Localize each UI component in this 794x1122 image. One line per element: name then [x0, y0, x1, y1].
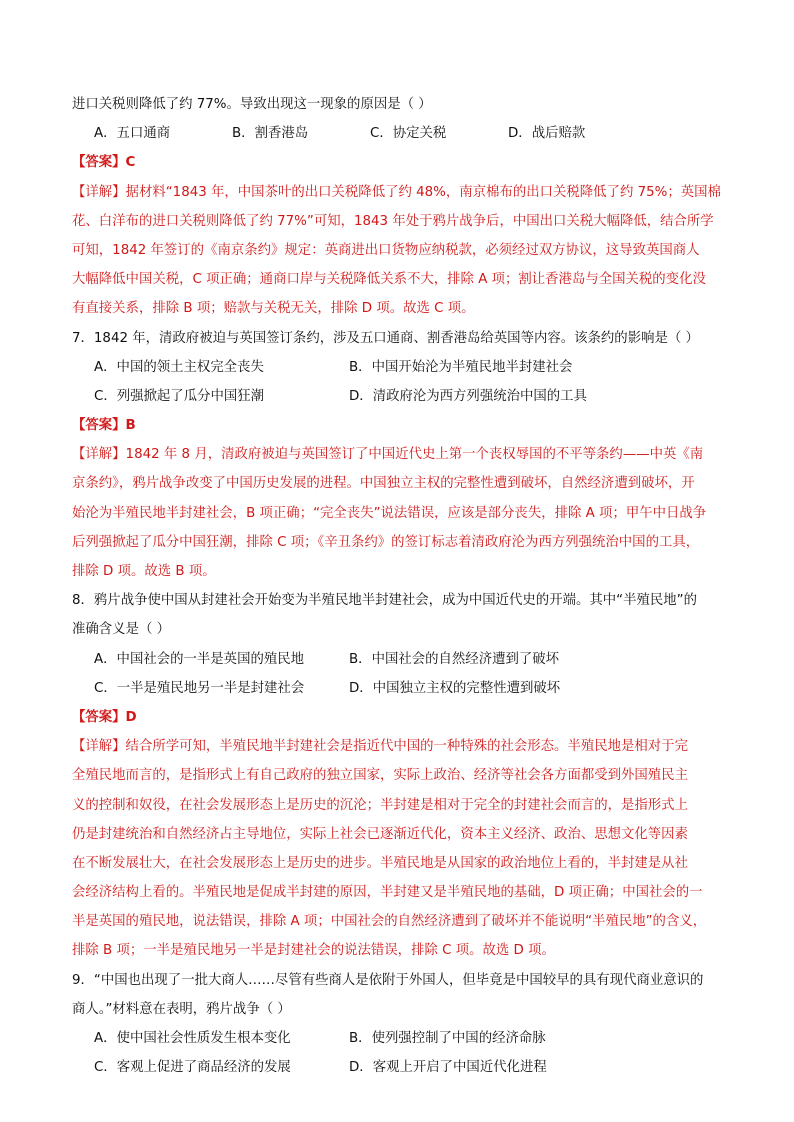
q6-options: [72, 119, 722, 148]
q7-option-c[interactable]: C．列强掀起了瓜分中国狂潮: [94, 388, 265, 404]
q7-option-b[interactable]: B．中国开始沦为半殖民地半封建社会: [349, 359, 573, 375]
q8-explain-line: 半是英国的殖民地，说法错误，排除 A 项；中国社会的自然经济遭到了破坏并不能说明“半殖民地”的含义，: [72, 914, 707, 930]
q8-explain-line: 在不断发展壮大，在社会发展形态上是历史的进步。半殖民地是从国家的政治地位上看的，半封建是从社: [72, 855, 688, 871]
q6-explain-line: 可知，1842 年签订的《南京条约》规定：英商进出口货物应纳税款，必须经过双方协议，这导致英国商人: [72, 242, 700, 258]
q8-explain-line: 义的控制和奴役，在社会发展形态上是历史的沉沦；半封建是相对于完全的封建社会而言的，是指形式上: [72, 797, 688, 813]
q7-option-a[interactable]: A．中国的领土主权完全丧失: [94, 359, 264, 375]
q6-option-c[interactable]: C．协定关税: [370, 126, 447, 142]
q6-option-a[interactable]: A．五口通商: [94, 126, 171, 142]
q8-answer: 【答案】D: [72, 709, 137, 725]
q9-option-b[interactable]: B．使列强控制了中国的经济命脉: [349, 1031, 546, 1046]
q6-answer: 【答案】C: [72, 155, 136, 171]
q9-option-a[interactable]: A．使中国社会性质发生根本变化: [94, 1031, 291, 1046]
q7-explain-line: 排除 D 项。故选 B 项。: [72, 564, 216, 579]
q9-options-row2: [72, 1053, 722, 1082]
q6-stem-tail: 进口关税则降低了约 77%。导致出现这一现象的原因是（ ）: [72, 97, 432, 112]
q6-explain-line: 花、白洋布的进口关税则降低了约 77%”可知，1843 年处于鸦片战争后，中国出口关税大幅降低，结合所学: [72, 213, 714, 229]
q7-option-d[interactable]: D．清政府沦为西方列强统治中国的工具: [349, 388, 587, 404]
q6-option-b[interactable]: B．割香港岛: [232, 126, 309, 142]
q8-explain-line: 【详解】结合所学可知，半殖民地半封建社会是指近代中国的一种特殊的社会形态。半殖民地是相对于完: [72, 739, 688, 755]
q9-options-row1: [72, 1024, 722, 1053]
q9-option-d[interactable]: D．客观上开启了中国近代化进程: [349, 1060, 547, 1076]
document-page: [72, 90, 722, 1082]
q7-options-row2: [72, 382, 722, 411]
q7-explain-line: 后列强掀起了瓜分中国狂潮，排除 C 项；《辛丑条约》的签订标志着清政府沦为西方列强统治中国的工具，: [72, 534, 700, 550]
q8-explain-line: 全殖民地而言的，是指形式上有自己政府的独立国家，实际上政治、经济等社会各方面都受到外国殖民主: [72, 768, 688, 784]
q7-answer: 【答案】B: [72, 418, 136, 434]
q6-explain-line: 【详解】据材料“1843 年，中国茶叶的出口关税降低了约 48%，南京棉布的出口关税降低了约 75%；英国棉: [72, 184, 721, 200]
q8-option-d[interactable]: D．中国独立主权的完整性遭到破坏: [349, 680, 561, 696]
q6-explain-line: 有直接关系，排除 B 项；赔款与关税无关，排除 D 项。故选 C 项。: [72, 301, 475, 317]
q7-stem: 7．1842 年，清政府被迫与英国签订条约，涉及五口通商、割香港岛给英国等内容。该条约的影响是（ ）: [72, 330, 699, 346]
q8-options-row1: [72, 645, 722, 674]
q8-explain-line: 仍是封建统治和自然经济占主导地位，实际上社会已逐渐近代化，资本主义经济、政治、思想文化等因素: [72, 826, 688, 842]
q7-explain-line: 京条约》，鸦片战争改变了中国历史发展的进程。中国独立主权的完整性遭到破坏，自然经济遭到破坏，开: [72, 476, 695, 492]
q8-stem: 8．鸦片战争使中国从封建社会开始变为半殖民地半封建社会，成为中国近代史的开端。其中“半殖民地”的: [72, 593, 697, 609]
q9-option-c[interactable]: C．客观上促进了商品经济的发展: [94, 1060, 291, 1076]
q8-explain-line: 会经济结构上看的。半殖民地是促成半封建的原因，半封建又是半殖民地的基础，D 项正确；中国社会的一: [72, 885, 703, 901]
q8-options-row2: [72, 674, 722, 703]
q9-stem: 9．“中国也出现了一批大商人……尽管有些商人是依附于外国人，但毕竟是中国较早的具有现代商业意识的: [72, 972, 704, 988]
q8-option-b[interactable]: B．中国社会的自然经济遭到了破坏: [349, 651, 560, 667]
q8-option-a[interactable]: A．中国社会的一半是英国的殖民地: [94, 651, 305, 667]
q9-stem: 商人。”材料意在表明，鸦片战争（ ）: [72, 1001, 291, 1017]
q8-stem: 准确含义是（ ）: [72, 622, 170, 638]
q7-options-row1: [72, 353, 722, 382]
q8-explain-line: 排除 B 项；一半是殖民地另一半是封建社会的说法错误，排除 C 项。故选 D 项。: [72, 943, 555, 959]
q8-option-c[interactable]: C．一半是殖民地另一半是封建社会: [94, 680, 305, 696]
q7-explain-line: 【详解】1842 年 8 月，清政府被迫与英国签订了中国近代史上第一个丧权辱国的不平等条约——中英《南: [72, 447, 704, 463]
q6-explain-line: 大幅降低中国关税，C 项正确；通商口岸与关税降低关系不大，排除 A 项；割让香港岛与全国关税的变化没: [72, 272, 706, 288]
q6-option-d[interactable]: D．战后赔款: [508, 126, 586, 142]
q7-explain-line: 始沦为半殖民地半封建社会，B 项正确；“完全丧失”说法错误，应该是部分丧失，排除 A 项；甲午中日战争: [72, 505, 707, 521]
